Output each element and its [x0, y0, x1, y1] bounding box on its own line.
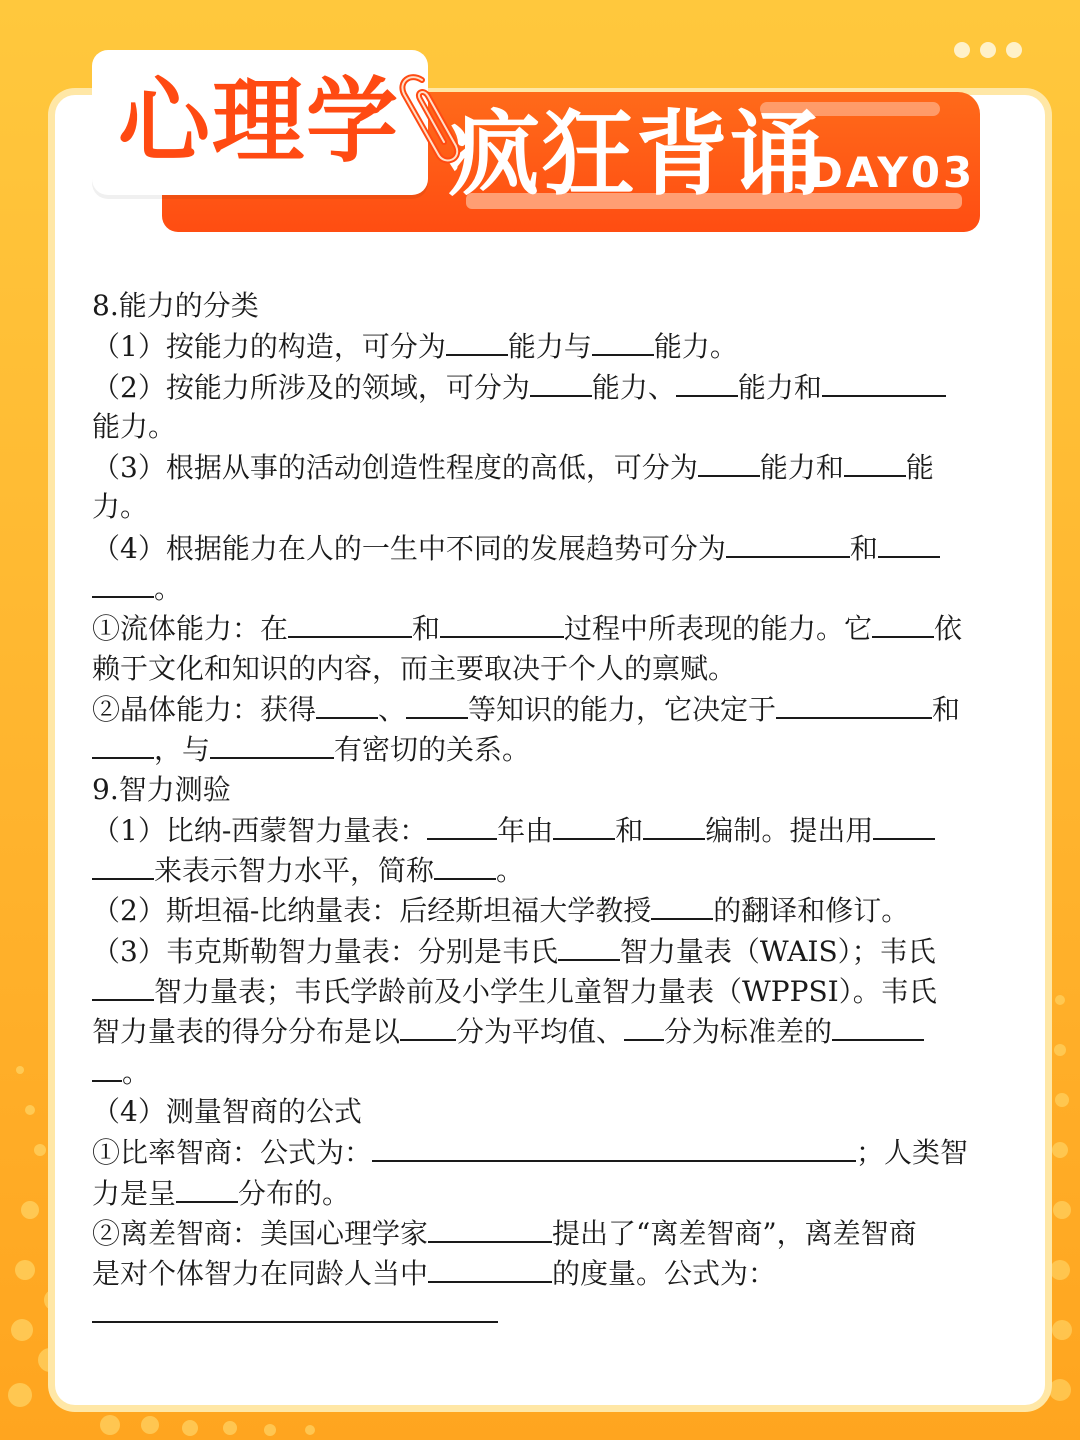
- blank[interactable]: [372, 1132, 856, 1162]
- crystal-ability: ②晶体能力：获得 、 等知识的能力，它决定于 和: [92, 689, 1012, 729]
- blank[interactable]: [530, 367, 592, 397]
- blank[interactable]: [427, 810, 497, 840]
- item-8-2: （2）按能力所涉及的领域，可分为 能力、 能力和: [92, 367, 1012, 407]
- paperclip-icon: [392, 62, 472, 172]
- deviation-iq-cont: 是对个体智力在同龄人当中 的度量。公式为：: [92, 1253, 1012, 1293]
- item-8-3-cont: 力。: [92, 490, 149, 524]
- blank[interactable]: [428, 1213, 552, 1243]
- item-8-4-cont: 。: [92, 568, 1012, 608]
- item-9-3-cont: 智力量表；韦氏学龄前及小学生儿童智力量表（WPPSI）。韦氏: [92, 971, 1012, 1011]
- blank[interactable]: [822, 367, 946, 397]
- blank[interactable]: [676, 367, 738, 397]
- item-8-3: （3）根据从事的活动创造性程度的高低，可分为 能力和 能: [92, 447, 1012, 487]
- blank[interactable]: [553, 810, 615, 840]
- blank[interactable]: [726, 528, 850, 558]
- fluid-ability: ①流体能力：在 和 过程中所表现的能力。它 依: [92, 608, 1012, 648]
- item-9-3-cont2: 智力量表的得分分布是以 分为平均值、 分为标准差的: [92, 1011, 1012, 1051]
- blank[interactable]: [316, 689, 378, 719]
- item-9-1: （1）比纳-西蒙智力量表： 年由 和 编制。提出用: [92, 810, 1012, 850]
- blank[interactable]: [873, 810, 935, 840]
- blank[interactable]: [592, 326, 654, 356]
- blank[interactable]: [92, 850, 154, 880]
- item-8-4: （4）根据能力在人的一生中不同的发展趋势可分为 和: [92, 528, 1012, 568]
- blank[interactable]: [428, 1253, 552, 1283]
- blank[interactable]: [92, 568, 154, 598]
- ratio-iq: ①比率智商：公式为： ；人类智: [92, 1132, 1012, 1172]
- blank[interactable]: [651, 890, 713, 920]
- blank[interactable]: [558, 931, 620, 961]
- blank[interactable]: [698, 447, 760, 477]
- blank[interactable]: [92, 1052, 122, 1082]
- blank[interactable]: [406, 689, 468, 719]
- section-8-title: 8.能力的分类: [92, 289, 259, 322]
- blank[interactable]: [92, 1293, 498, 1323]
- blank[interactable]: [434, 850, 496, 880]
- title-part2: 疯狂背诵: [448, 101, 825, 208]
- blank[interactable]: [878, 528, 940, 558]
- day-label: DAY03: [808, 148, 976, 197]
- deviation-iq-formula: [92, 1293, 1012, 1333]
- blank[interactable]: [872, 608, 934, 638]
- blank[interactable]: [643, 810, 705, 840]
- blank[interactable]: [92, 971, 154, 1001]
- menu-dots-icon: [954, 42, 1022, 58]
- crystal-ability-cont: ，与 有密切的关系。: [92, 729, 1012, 769]
- item-8-1: （1）按能力的构造，可分为 能力与 能力。: [92, 326, 1012, 366]
- blank[interactable]: [400, 1011, 456, 1041]
- item-9-3: （3）韦克斯勒智力量表：分别是韦氏 智力量表（WAIS）；韦氏: [92, 931, 1012, 971]
- blank[interactable]: [776, 689, 932, 719]
- ratio-iq-cont: 力是呈 分布的。: [92, 1173, 1012, 1213]
- blank[interactable]: [624, 1011, 664, 1041]
- blank[interactable]: [844, 447, 906, 477]
- blank[interactable]: [440, 608, 564, 638]
- item-9-1-cont: 来表示智力水平，简称 。: [92, 850, 1012, 890]
- item-8-2-cont: 能力。: [92, 409, 177, 443]
- blank[interactable]: [176, 1173, 238, 1203]
- item-9-2: （2）斯坦福-比纳量表：后经斯坦福大学教授 的翻译和修订。: [92, 890, 1012, 930]
- blank[interactable]: [288, 608, 412, 638]
- fluid-ability-cont: 赖于文化和知识的内容，而主要取决于个人的禀赋。: [92, 651, 737, 685]
- worksheet-content: [92, 286, 1012, 1334]
- deviation-iq: ②离差智商：美国心理学家 提出了“离差智商”，离差智商: [92, 1213, 1012, 1253]
- blank[interactable]: [832, 1011, 924, 1041]
- title-part1: 心理学: [118, 68, 401, 175]
- item-9-4-title: （4）测量智商的公式: [92, 1094, 362, 1128]
- blank[interactable]: [92, 729, 154, 759]
- blank[interactable]: [210, 729, 334, 759]
- blank[interactable]: [446, 326, 508, 356]
- item-9-3-cont3: 。: [92, 1052, 1012, 1092]
- section-9-title: 9.智力测验: [92, 772, 231, 806]
